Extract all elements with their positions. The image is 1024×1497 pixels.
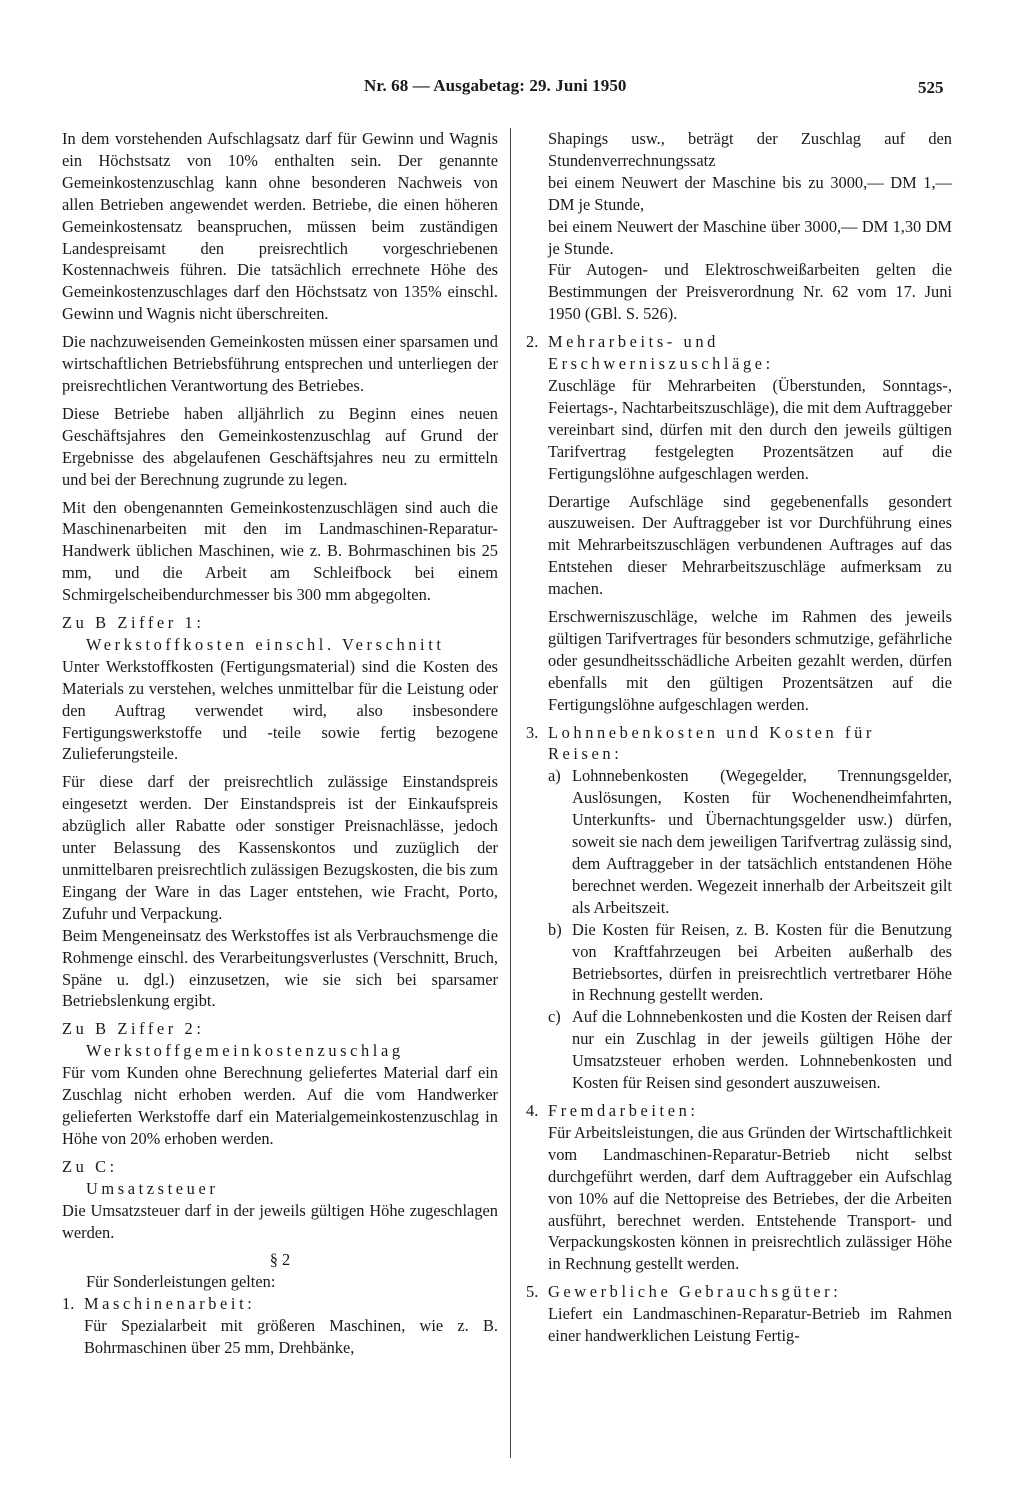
- list-item: [526, 331, 952, 715]
- list-number: 1.: [62, 1294, 75, 1314]
- paragraph: Mit den obengenannten Gemeinkostenzuschlägen sind auch die Maschinenarbeiten mit den im Landmaschinen-Reparatur-Handwerk üblichen Maschinen, wie z. B. Bohrmaschinen bis 25 mm, und die Arbeit am Schleifbock bei einem Schmirgelscheibendurchmesser bis 300 mm abgegolten.: [62, 497, 498, 605]
- paragraph: bei einem Neuwert der Maschine über 3000,— DM 1,30 DM je Stunde.: [548, 216, 952, 258]
- list-item-text: Für Spezialarbeit mit größeren Maschinen, wie z. B. Bohrmaschinen über 25 mm, Drehbänke,: [84, 1316, 498, 1358]
- sub-list-label: b): [548, 919, 562, 939]
- sub-list-item: [526, 765, 952, 918]
- list-item-text: Für Arbeitsleistungen, die aus Gründen der Wirtschaftlichkeit vom Landmaschinen-Reparatur-Betrieb nicht selbst durchgeführt werden, darf dem Auftraggeber ein Aufschlag von 10% auf die Nettopreise des Betriebes, der die Arbeiten ausführt, berechnet werden. Entstehende Transport- und Verpackungskosten können in preisrechtlich zulässiger Höhe in Rechnung gestellt werden.: [548, 1122, 952, 1274]
- left-column: [62, 128, 498, 1359]
- list-item: [526, 1100, 952, 1275]
- page-header: [0, 76, 1024, 102]
- column-divider: [510, 128, 511, 1458]
- list-item-title: Fremdarbeiten:: [548, 1100, 699, 1120]
- list-item-title: Mehrarbeits- und Erschwerniszuschläge:: [548, 332, 774, 374]
- list-item: [526, 1281, 952, 1347]
- list-item-title: Maschinenarbeit:: [84, 1294, 256, 1314]
- paragraph: Die nachzuweisenden Gemeinkosten müssen einer sparsamen und wirtschaftlichen Betriebsführung entsprechen und unterliegen der preisrechtlichen Verantwortung des Betriebes.: [62, 332, 498, 395]
- list-item-text: Zuschläge für Mehrarbeiten (Überstunden, Sonntags-, Feiertags-, Nachtarbeitszuschläge), die mit dem Auftraggeber vereinbart sind, dürfen mit den durch den jeweils gültigen Tarifvertrag festgelegten Prozentsätzen auf die Fertigungslöhne aufgeschlagen werden.: [548, 375, 952, 483]
- sub-list-text: Lohnnebenkosten (Wegegelder, Trennungsgelder, Auslösungen, Kosten für Wochenendheimfahrten, Unterkunfts- und Übernachtungsgelder usw.) dürfen, soweit sie nach dem jeweiligen Tarifvertrag zulässig sind, dem Auftraggeber in der tatsächlich entstandenen Höhe berechnet werden. Wegezeit innerhalb der Arbeitszeit gilt als Arbeitszeit.: [572, 766, 952, 917]
- paragraph: Für Sonderleistungen gelten:: [86, 1272, 276, 1292]
- subheading-title: Umsatzsteuer: [86, 1178, 219, 1198]
- paragraph: Für vom Kunden ohne Berechnung geliefertes Material darf ein Zuschlag nicht erhoben werden. Auf die vom Handwerker gelieferten Werkstoffe darf ein Materialgemeinkostenzuschlag in Höhe von 20% erhoben werden.: [62, 1063, 498, 1148]
- paragraph: Unter Werkstoffkosten (Fertigungsmaterial) sind die Kosten des Materials zu verstehen, welches unmittelbar für die Leistung oder den Auftrag verwendet wird, also insbesondere Fertigungswerkstoffe und -teile sowie fertig bezogene Zulieferungsteile.: [62, 656, 498, 764]
- paragraph: In dem vorstehenden Aufschlagsatz darf für Gewinn und Wagnis ein Höchstsatz von 10% enthalten sein. Der genannte Gemeinkostenzuschlag kann ohne besonderen Nachweis von allen Betrieben angewendet werden. Betriebe, die einen höheren Gemeinkostensatz beanspruchen, müssen beim zuständigen Landespreisamt den preisrechtlich vorgeschriebenen Kostennachweis führen. Die tatsächlich errechnete Höhe des Gemeinkostenzuschlages darf den Höchstsatz von 135% einschl. Gewinn und Wagnis nicht überschreiten.: [62, 129, 498, 324]
- sub-list-label: a): [548, 766, 561, 786]
- section-heading: § 2: [269, 1250, 291, 1270]
- paragraph: Für Autogen- und Elektroschweißarbeiten gelten die Bestimmungen der Preisverordnung Nr. 62 vom 17. Juni 1950 (GBl. S. 526).: [548, 260, 952, 324]
- list-item-text: Derartige Aufschläge sind gegebenenfalls gesondert auszuweisen. Der Auftraggeber ist vor Durchführung eines mit Mehrarbeitszuschlägen verbundenen Auftrages auf das Entstehen dieser Mehrarbeitszuschläge aufmerksam zu machen.: [548, 491, 952, 599]
- sub-list-text: Auf die Lohnnebenkosten und die Kosten der Reisen darf nur ein Zuschlag in der jeweils gültigen Höhe der Umsatzsteuer erhoben werden. Lohnnebenkosten und Kosten für Reisen sind gesondert auszuweisen.: [572, 1007, 952, 1093]
- subheading-title: Werkstoffgemeinkostenzuschlag: [86, 1041, 404, 1061]
- sub-list-item: [526, 1006, 952, 1094]
- subheading: Zu B Ziffer 2:: [62, 1019, 205, 1039]
- paragraph: Diese Betriebe haben alljährlich zu Beginn eines neuen Geschäftsjahres den Gemeinkostenzuschlag auf Grund der Ergebnisse des abgelaufenen Geschäftsjahres neu zu ermitteln und bei der Berechnung zugrunde zu legen.: [62, 403, 498, 489]
- list-item-title: Lohnnebenkosten und Kosten für Reisen:: [548, 722, 875, 764]
- subheading-title: Werkstoffkosten einschl. Verschnitt: [86, 634, 445, 654]
- sub-list-label: c): [548, 1007, 561, 1027]
- paragraph: Beim Mengeneinsatz des Werkstoffes ist als Verbrauchsmenge die Rohmenge einschl. des Verarbeitungsverlustes (Verschnitt, Bruch, Späne u. dgl.) einzusetzen, wie sie sich bei sparsamer Betriebslenkung ergibt.: [62, 925, 498, 1011]
- sub-list-item: [526, 919, 952, 1007]
- list-item: [62, 1293, 498, 1359]
- issue-date-heading: Nr. 68 — Ausgabetag: 29. Juni 1950: [364, 76, 627, 95]
- paragraph: Für diese darf der preisrechtlich zulässige Einstandspreis eingesetzt werden. Der Einstandspreis ist der Einkaufspreis abzüglich aller Rabatte oder sonstiger Preisnachlässe, jedoch unter Belassung des Kassenskontos und zuzüglich der unmittelbaren preisrechtlich zulässigen Bezugskosten, die bis zum Eingang der Ware in das Lager entstehen, wie Fracht, Porto, Zufuhr und Verpackung.: [62, 772, 498, 923]
- sub-list-text: Die Kosten für Reisen, z. B. Kosten für die Benutzung von Kraftfahrzeugen bei Arbeiten außerhalb des Betriebsortes, dürfen in preisrechtlich vertretbarer Höhe in Rechnung gestellt werden.: [572, 919, 952, 1005]
- subheading: Zu C:: [62, 1156, 118, 1176]
- list-number: 4.: [526, 1100, 539, 1120]
- paragraph: Die Umsatzsteuer darf in der jeweils gültigen Höhe zugeschlagen werden.: [62, 1200, 498, 1242]
- right-column: [526, 128, 952, 1347]
- paragraph: bei einem Neuwert der Maschine bis zu 3000,— DM 1,— DM je Stunde,: [548, 172, 952, 214]
- list-number: 2.: [526, 332, 539, 352]
- list-item-title: Gewerbliche Gebrauchsgüter:: [548, 1282, 842, 1302]
- page-number: 525: [918, 78, 944, 97]
- list-item: [526, 722, 952, 766]
- list-number: 3.: [526, 722, 539, 742]
- subheading: Zu B Ziffer 1:: [62, 613, 205, 633]
- paragraph: Shapings usw., beträgt der Zuschlag auf den Stundenverrechnungssatz: [548, 129, 952, 170]
- list-number: 5.: [526, 1282, 539, 1302]
- list-item-text: Liefert ein Landmaschinen-Reparatur-Betrieb im Rahmen einer handwerklichen Leistung Fertig-: [548, 1304, 952, 1346]
- list-item-text: Erschwerniszuschläge, welche im Rahmen des jeweils gültigen Tarifvertrages für besonders schmutzige, gefährliche oder gesundheitsschädliche Arbeiten gezahlt werden, dürfen ebenfalls mit den gültigen Prozentsätzen auf die Fertigungslöhne aufgeschlagen werden.: [548, 607, 952, 714]
